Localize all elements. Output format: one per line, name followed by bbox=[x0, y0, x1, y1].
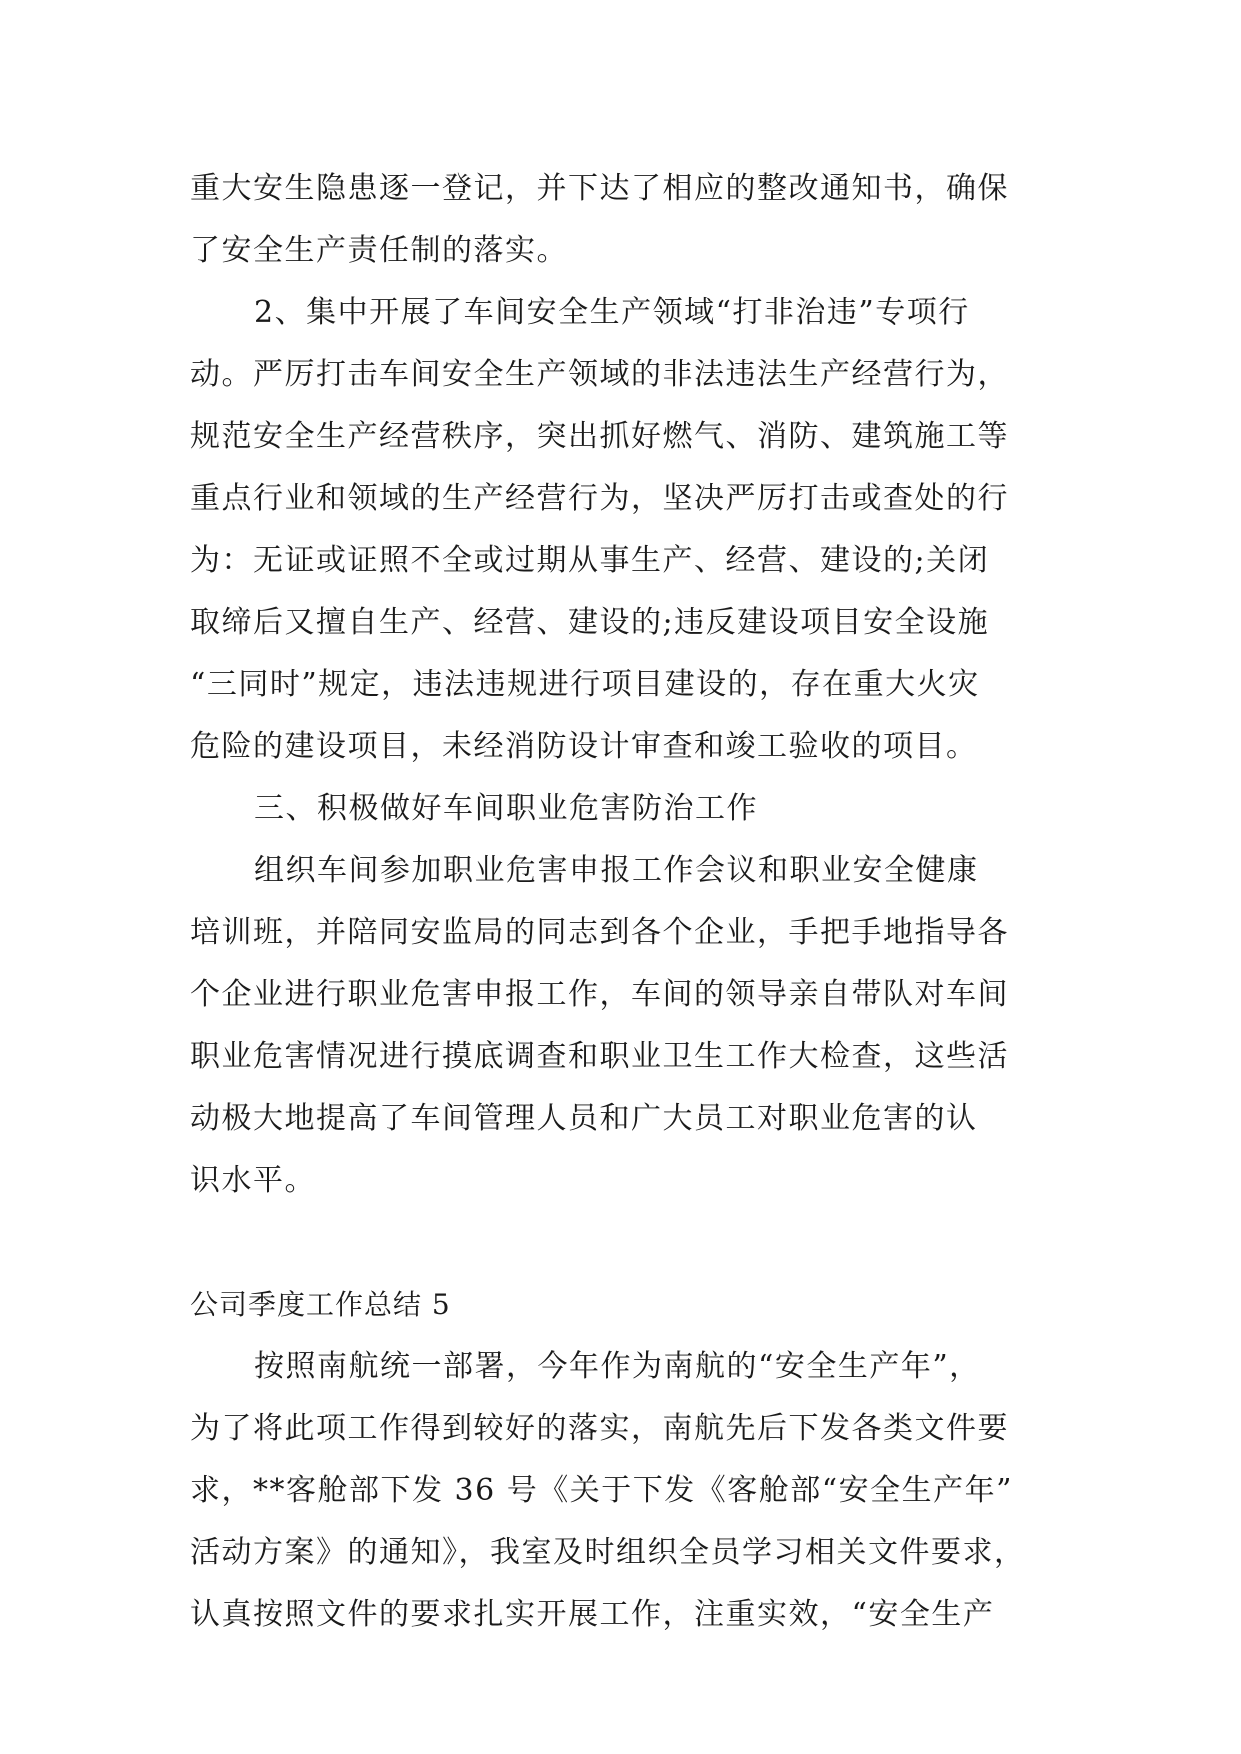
paragraph-line: 为：无证或证照不全或过期从事生产、经营、建设的;关闭 bbox=[190, 543, 990, 578]
paragraph-line: 动极大地提高了车间管理人员和广大员工对职业危害的认 bbox=[190, 1101, 978, 1136]
paragraph-line: 动。严厉打击车间安全生产领域的非法违法生产经营行为， bbox=[190, 357, 1009, 392]
subsection-heading: 三、积极做好车间职业危害防治工作 bbox=[254, 791, 758, 826]
section-title: 公司季度工作总结 5 bbox=[190, 1288, 451, 1321]
document-body bbox=[190, 158, 1050, 1646]
paragraph-line: 危险的建设项目，未经消防设计审查和竣工验收的项目。 bbox=[190, 729, 978, 764]
paragraph-line: 认真按照文件的要求扎实开展工作，注重实效，“安全生产 bbox=[190, 1597, 995, 1632]
paragraph-line: 2、集中开展了车间安全生产领域“打非治违”专项行 bbox=[254, 295, 970, 330]
paragraph-line: 培训班，并陪同安监局的同志到各个企业，手把手地指导各 bbox=[190, 915, 1009, 950]
paragraph-line: “三同时”规定，违法违规进行项目建设的，存在重大火灾 bbox=[190, 667, 980, 702]
paragraph-line: 重点行业和领域的生产经营行为，坚决严厉打击或查处的行 bbox=[190, 481, 1009, 516]
paragraph-line: 为了将此项工作得到较好的落实，南航先后下发各类文件要 bbox=[190, 1411, 1009, 1446]
blank-line bbox=[190, 1212, 1050, 1274]
paragraph-line: 识水平。 bbox=[190, 1163, 316, 1198]
paragraph-line: 规范安全生产经营秩序，突出抓好燃气、消防、建筑施工等 bbox=[190, 419, 1009, 454]
paragraph-line: 活动方案》的通知》，我室及时组织全员学习相关文件要求， bbox=[190, 1535, 1026, 1570]
paragraph-line: 求，**客舱部下发 36 号《关于下发《客舱部“安全生产年” bbox=[190, 1473, 1013, 1508]
paragraph-line: 取缔后又擅自生产、经营、建设的;违反建设项目安全设施 bbox=[190, 605, 990, 640]
paragraph-line: 组织车间参加职业危害申报工作会议和职业安全健康 bbox=[254, 853, 979, 888]
paragraph-line: 个企业进行职业危害申报工作，车间的领导亲自带队对车间 bbox=[190, 977, 1009, 1012]
paragraph-line: 职业危害情况进行摸底调查和职业卫生工作大检查，这些活 bbox=[190, 1039, 1009, 1074]
paragraph-line: 了安全生产责任制的落实。 bbox=[190, 233, 568, 268]
paragraph-line: 重大安生隐患逐一登记，并下达了相应的整改通知书，确保 bbox=[190, 171, 1009, 206]
paragraph-line: 按照南航统一部署，今年作为南航的“安全生产年”， bbox=[254, 1349, 981, 1384]
